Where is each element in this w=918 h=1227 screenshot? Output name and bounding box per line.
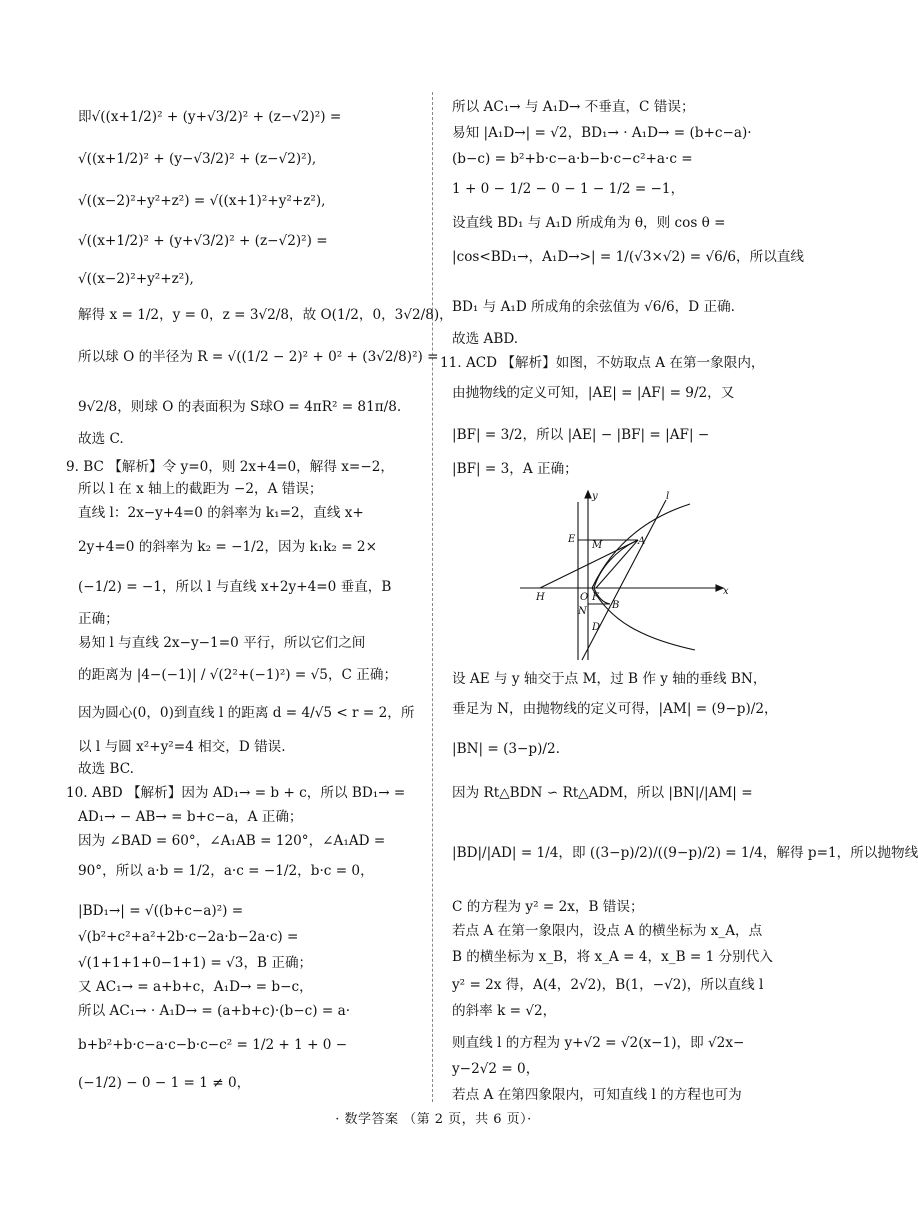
label-y: y [592, 491, 598, 502]
label-n: N [578, 606, 587, 617]
text-line: 即√((x+1/2)² + (y+√3/2)² + (z−√2)²) = [78, 109, 342, 125]
text-line: √(1+1+1+0−1+1) = √3，B 正确； [78, 955, 313, 971]
label-b: B [612, 600, 620, 611]
text-line: 由抛物线的定义可知，|AE| = |AF| = 9/2，又 [452, 385, 735, 401]
label-l: l [666, 491, 670, 502]
text-line: |BN| = (3−p)/2. [452, 741, 560, 757]
text-line: y−2√2 = 0， [452, 1061, 540, 1077]
text-line: B 的横坐标为 x_B，将 x_A = 4，x_B = 1 分别代入 [452, 949, 773, 965]
text-line: 直线 l：2x−y+4=0 的斜率为 k₁=2，直线 x+ [78, 505, 364, 521]
text-line: |BD|/|AD| = 1/4，即 ((3−p)/2)/((9−p)/2) = 1/4，解得 p=1，所以抛物线 [452, 845, 918, 861]
text-line: C 的方程为 y² = 2x，B 错误； [452, 899, 644, 915]
text-line: 9√2/8，则球 O 的表面积为 S球O = 4πR² = 81π/8. [78, 399, 402, 415]
text-line: 易知 |A₁D→| = √2，BD₁→ · A₁D→ = (b+c−a)· [452, 125, 752, 141]
text-line: |BF| = 3/2，所以 |AE| − |BF| = |AF| − [452, 427, 710, 443]
line-fa [596, 540, 638, 588]
text-line: 垂足为 N，由抛物线的定义可得，|AM| = (9−p)/2， [452, 701, 778, 717]
text-line: 又 AC₁→ = a+b+c，A₁D→ = b−c， [78, 979, 313, 995]
text-line: 所以 AC₁→ 与 A₁D→ 不垂直，C 错误； [452, 99, 695, 115]
text-line: 10. ABD 【解析】因为 AD₁→ = b + c，所以 BD₁→ = [66, 785, 406, 801]
text-line: 所以球 O 的半径为 R = √((1/2 − 2)² + 0² + (3√2/8)²) = [78, 349, 439, 365]
text-line: (−1/2) = −1，所以 l 与直线 x+2y+4=0 垂直，B [78, 579, 392, 595]
text-line: BD₁ 与 A₁D 所成角的余弦值为 √6/6，D 正确. [452, 299, 735, 315]
text-line: 易知 l 与直线 2x−y−1=0 平行，所以它们之间 [78, 635, 366, 651]
text-line: √((x+1/2)² + (y−√3/2)² + (z−√2)²), [78, 151, 317, 167]
text-line: 设直线 BD₁ 与 A₁D 所成角为 θ，则 cos θ = [452, 215, 726, 231]
page-footer: · 数学答案 （第 2 页，共 6 页）· [335, 1112, 532, 1127]
text-line: |BD₁→| = √((b+c−a)²) = [78, 903, 244, 919]
text-line: 若点 A 在第四象限内，可知直线 l 的方程也可为 [452, 1087, 742, 1103]
text-line: 所以 l 在 x 轴上的截距为 −2，A 错误； [78, 481, 323, 497]
text-line: b+b²+b·c−a·c−b·c−c² = 1/2 + 1 + 0 − [78, 1037, 348, 1053]
label-f: F [592, 592, 599, 603]
parabola-curve [592, 504, 695, 650]
text-line: 因为圆心(0，0)到直线 l 的距离 d = 4/√5 < r = 2，所 [78, 705, 415, 721]
text-line: y² = 2x 得，A(4，2√2)，B(1，−√2)，所以直线 l [452, 977, 764, 993]
label-a: A [638, 536, 646, 547]
text-line: 所以 AC₁→ · A₁D→ = (a+b+c)·(b−c) = a· [78, 1003, 351, 1019]
parabola-figure [520, 490, 730, 662]
text-line: |BF| = 3，A 正确； [452, 461, 578, 477]
text-line: 的斜率 k = √2， [452, 1003, 557, 1019]
text-line: AD₁→ − AB→ = b+c−a，A 正确； [78, 809, 303, 825]
label-h: H [536, 592, 545, 603]
text-line: 因为 Rt△BDN ∽ Rt△ADM，所以 |BN|/|AM| = [452, 785, 753, 801]
divider [432, 92, 433, 1102]
text-line: 的距离为 |4−(−1)| / √(2²+(−1)²) = √5，C 正确； [78, 667, 398, 683]
text-line: (b−c) = b²+b·c−a·b−b·c−c²+a·c = [452, 151, 693, 167]
text-line: 以 l 与圆 x²+y²=4 相交，D 错误. [78, 739, 286, 755]
y-axis-arrow [585, 491, 591, 498]
text-line: 因为 ∠BAD = 60°，∠A₁AB = 120°，∠A₁AD = [78, 833, 386, 849]
x-axis-arrow [716, 585, 723, 591]
text-line: √((x−2)²+y²+z²) = √((x+1)²+y²+z²), [78, 193, 326, 209]
text-line: 11. ACD 【解析】如图，不妨取点 A 在第一象限内， [440, 355, 765, 371]
text-line: 故选 ABD. [452, 331, 519, 347]
text-line: 故选 BC. [78, 761, 134, 777]
line-l [582, 500, 666, 660]
label-d: D [592, 622, 601, 633]
text-line: (−1/2) − 0 − 1 = 1 ≠ 0， [78, 1075, 251, 1091]
text-line: 故选 C. [78, 431, 124, 447]
text-line: √(b²+c²+a²+2b·c−2a·b−2a·c) = [78, 929, 299, 945]
text-line: 设 AE 与 y 轴交于点 M，过 B 作 y 轴的垂线 BN， [452, 671, 767, 687]
label-e: E [568, 534, 576, 545]
text-line: √((x−2)²+y²+z²), [78, 271, 194, 287]
label-x: x [723, 586, 729, 597]
text-line: 则直线 l 的方程为 y+√2 = √2(x−1)，即 √2x− [452, 1035, 745, 1051]
text-line: 2y+4=0 的斜率为 k₂ = −1/2，因为 k₁k₂ = 2× [78, 539, 377, 555]
text-line: |cos<BD₁→，A₁D→>| = 1/(√3×√2) = √6/6，所以直线 [452, 249, 805, 265]
text-line: 90°，所以 a·b = 1/2，a·c = −1/2，b·c = 0， [78, 863, 374, 879]
text-line: 正确； [78, 611, 119, 627]
label-m: M [592, 540, 603, 551]
text-line: 解得 x = 1/2，y = 0，z = 3√2/8，故 O(1/2，0，3√2/8)， [78, 307, 453, 323]
label-o: O [580, 592, 589, 603]
text-line: 1 + 0 − 1/2 − 0 − 1 − 1/2 = −1， [452, 181, 685, 197]
text-line: 若点 A 在第一象限内，设点 A 的横坐标为 x_A，点 [452, 923, 763, 939]
text-line: √((x+1/2)² + (y+√3/2)² + (z−√2)²) = [78, 233, 328, 249]
text-line: 9. BC 【解析】令 y=0，则 2x+4=0，解得 x=−2， [66, 459, 394, 475]
